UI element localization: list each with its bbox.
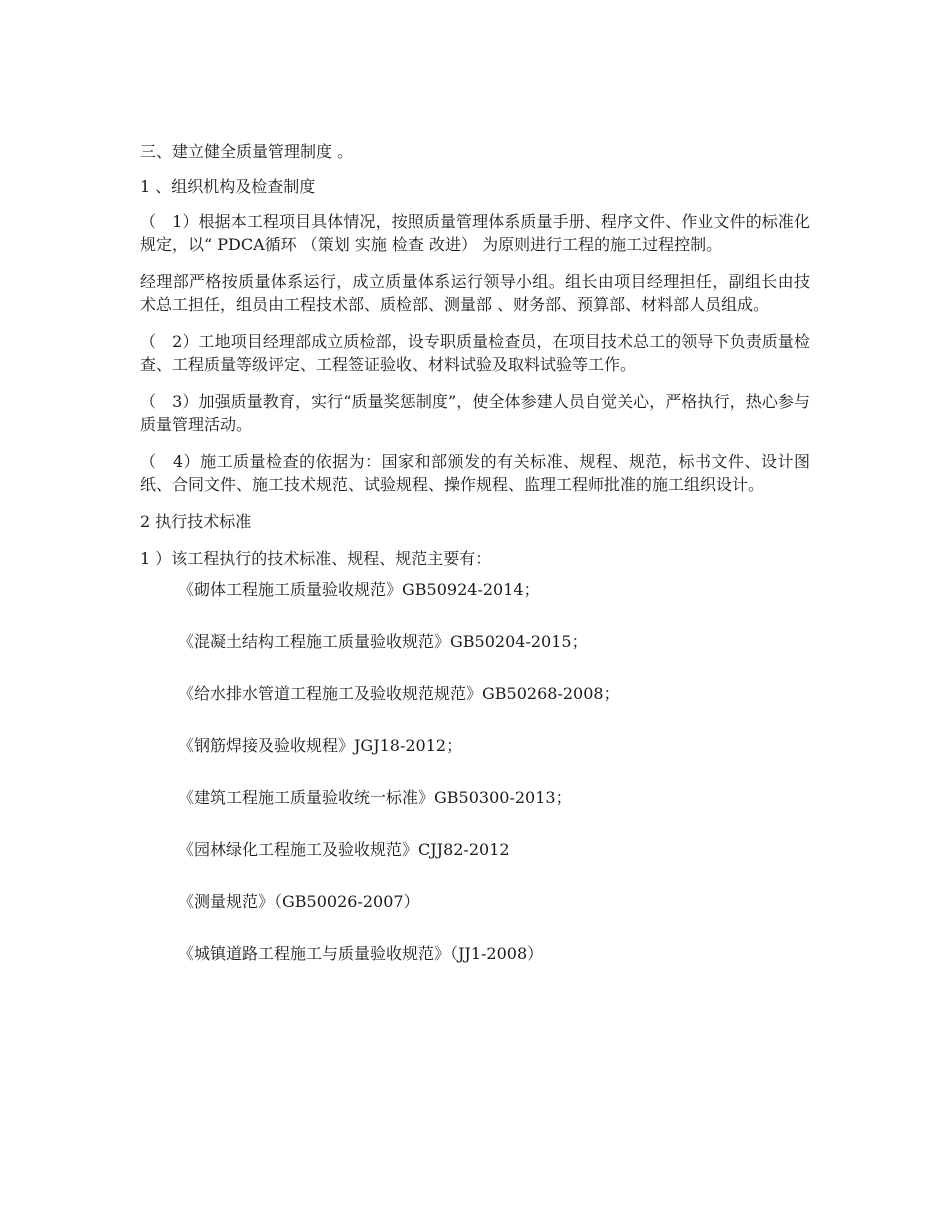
subsection-heading-standards: 2 执行技术标准	[140, 512, 252, 531]
list-item: 《钢筋焊接及验收规程》JGJ18-2012；	[178, 736, 463, 755]
list-item: 《混凝土结构工程施工质量验收规范》GB50204-2015；	[178, 632, 588, 651]
paragraph-4: （ 3）加强质量教育，实行“质量奖惩制度”，使全体参建人员自觉关心，严格执行，热心参与质量管理活动。	[140, 392, 810, 434]
paragraph-3: （ 2）工地项目经理部成立质检部，设专职质量检查员，在项目技术总工的领导下负责质量检查、工程质量等级评定、工程签证验收、材料试验及取料试验等工作。	[140, 332, 810, 374]
standards-list-intro: 1 ）该工程执行的技术标准、规程、规范主要有：	[140, 549, 492, 568]
list-item: 《园林绿化工程施工及验收规范》CJJ82-2012	[178, 840, 510, 859]
section-heading: 三、建立健全质量管理制度 。	[140, 142, 354, 161]
paragraph-1: （ 1）根据本工程项目具体情况，按照质量管理体系质量手册、程序文件、作业文件的标准化规定，以“ PDCA循环 （策划 实施 检查 改进） 为原则进行工程的施工过程控制。	[140, 212, 810, 254]
list-item: 《城镇道路工程施工与质量验收规范》（JJ1-2008）	[178, 944, 544, 963]
list-item: 《建筑工程施工质量验收统一标准》GB50300-2013；	[178, 788, 572, 807]
subsection-heading-organization: 1 、组织机构及检查制度	[140, 177, 316, 196]
paragraph-5: （ 4）施工质量检查的依据为：国家和部颁发的有关标准、规程、规范，标书文件、设计图纸、合同文件、施工技术规范、试验规程、操作规程、监理工程师批准的施工组织设计。	[140, 452, 810, 494]
document-body	[140, 140, 810, 994]
list-item: 《砌体工程施工质量验收规范》GB50924-2014；	[178, 580, 540, 599]
list-item: 《测量规范》（GB50026-2007）	[178, 892, 420, 911]
list-item: 《给水排水管道工程施工及验收规范规范》GB50268-2008；	[178, 684, 620, 703]
paragraph-2: 经理部严格按质量体系运行，成立质量体系运行领导小组。组长由项目经理担任，副组长由技术总工担任，组员由工程技术部、质检部、测量部 、财务部、预算部、材料部人员组成。	[140, 272, 810, 314]
standards-list	[140, 578, 810, 965]
